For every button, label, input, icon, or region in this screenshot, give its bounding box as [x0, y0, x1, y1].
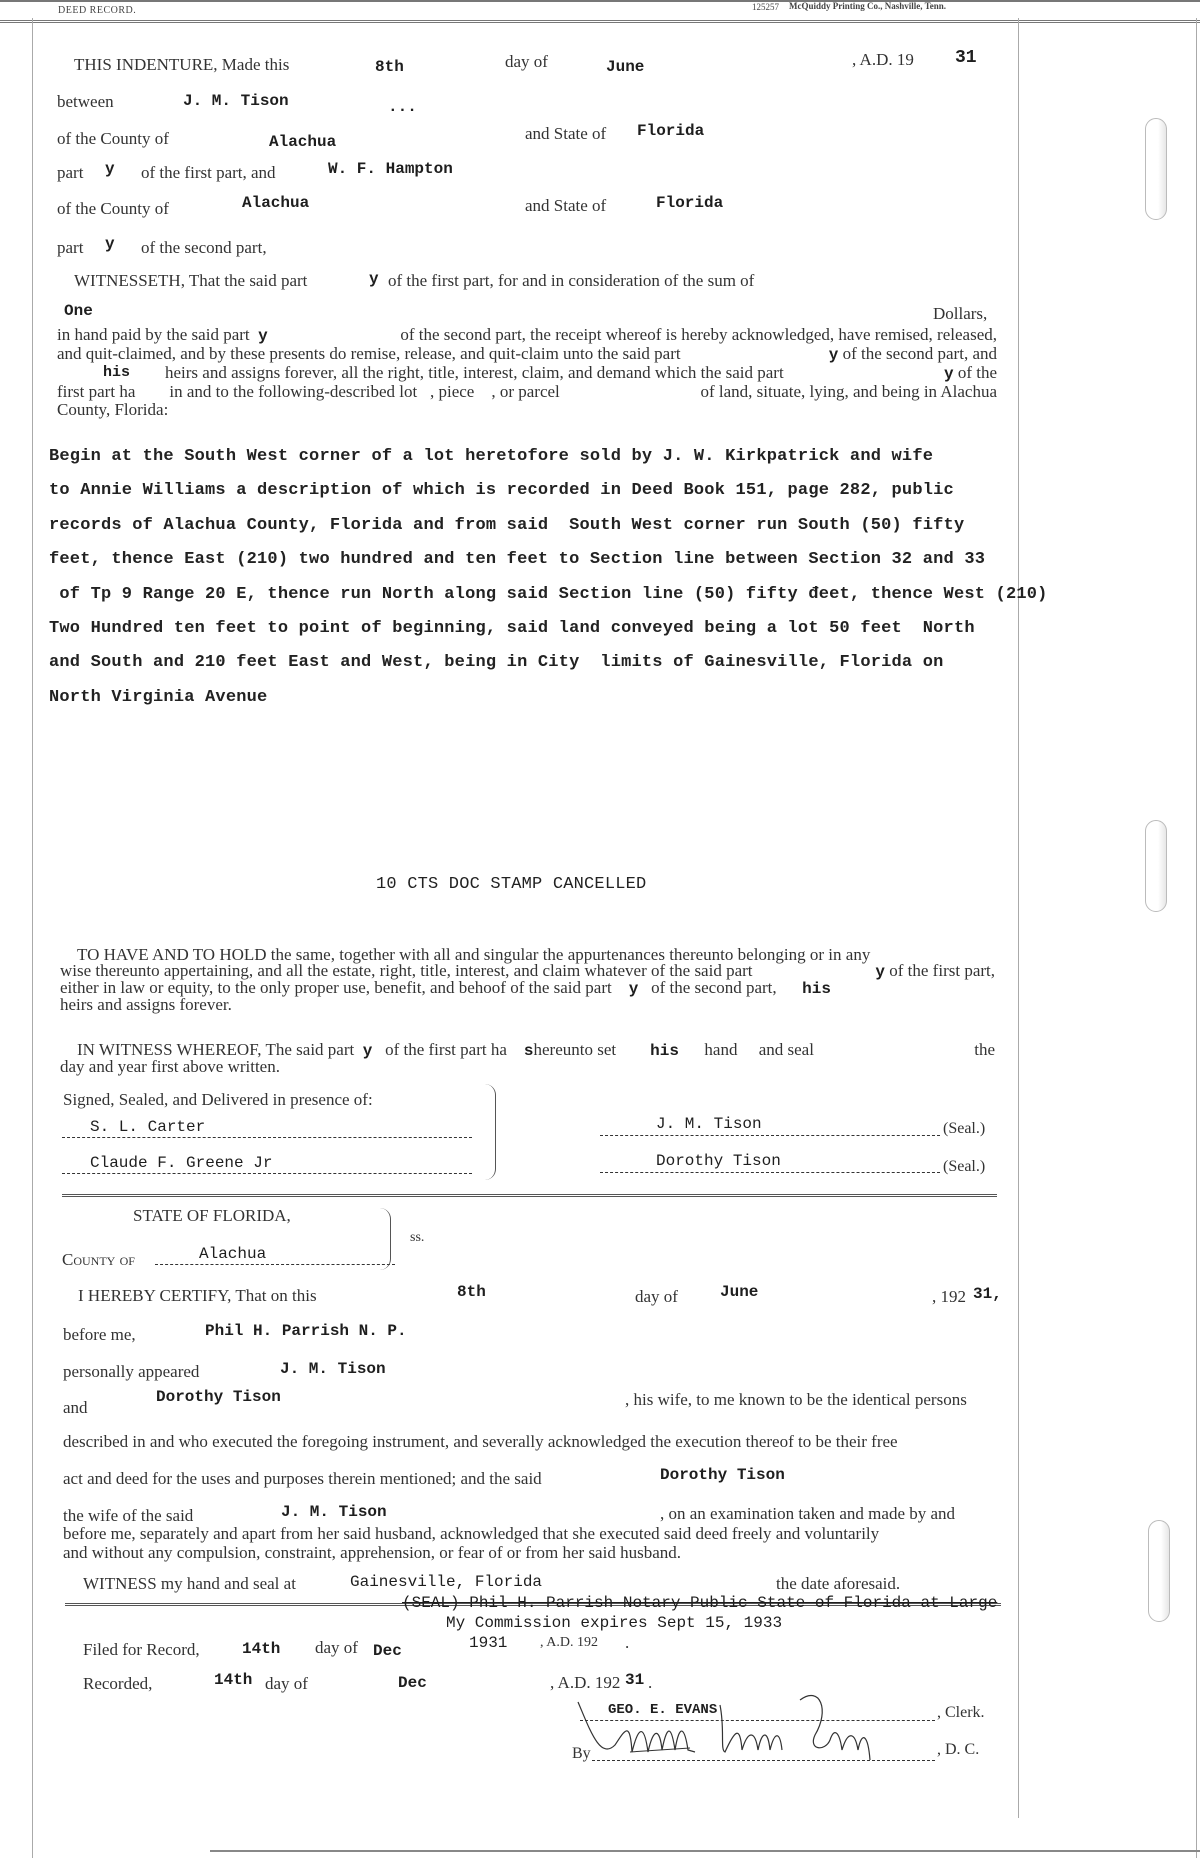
recorded-month: Dec	[398, 1674, 427, 1692]
indenture-year: 31	[955, 48, 977, 68]
indenture-day: 8th	[375, 58, 404, 76]
recorded-ad: , A.D. 192	[550, 1673, 621, 1692]
grant-text: County, Florida:	[57, 400, 169, 419]
grant-y: y	[828, 346, 839, 364]
ack-month: June	[720, 1283, 759, 1301]
recorded-year: 31	[625, 1671, 645, 1689]
signer-line-1	[600, 1115, 940, 1136]
in-witness-text: and seal	[758, 1040, 814, 1059]
habendum-clause	[60, 947, 995, 1013]
filed-year: 1931	[469, 1634, 508, 1652]
his-wife-text: , his wife, to me known to be the identical persons	[625, 1390, 967, 1409]
by-label: By	[572, 1745, 591, 1762]
witnesseth-lead: WITNESSETH, That the said part	[74, 271, 308, 290]
seal-label: (Seal.)	[943, 1120, 986, 1137]
grantee-state: Florida	[656, 194, 724, 212]
in-witness-y: y	[362, 1042, 373, 1060]
appeared-label: personally appeared	[63, 1362, 200, 1381]
grantee-name: W. F. Hampton	[328, 160, 453, 178]
habendum-y: y	[628, 980, 639, 998]
habendum-his: his	[802, 980, 831, 998]
stamp-note: 10 CTS DOC STAMP CANCELLED	[376, 875, 647, 894]
section-divider	[62, 1194, 997, 1197]
left-margin-line	[32, 18, 33, 1858]
part-suffix-2: y	[105, 235, 115, 253]
recorded-day-of: day of	[265, 1674, 308, 1693]
outer-edge-line	[1196, 18, 1197, 1858]
habendum-text: either in law or equity, to the only proper use, benefit, and behoof of the said part	[60, 978, 612, 997]
signer-name: J. M. Tison	[656, 1115, 762, 1133]
signer-line-2	[600, 1152, 940, 1173]
said-wife-name: Dorothy Tison	[660, 1466, 785, 1484]
grantee-county: Alachua	[242, 194, 310, 212]
grantor-extra: ...	[388, 98, 417, 116]
bottom-rule	[210, 1850, 1200, 1852]
deputy-signature-icon	[570, 1690, 910, 1780]
witness-name: S. L. Carter	[90, 1118, 206, 1136]
grant-text: in and to the following-described lot	[169, 382, 418, 401]
grant-text: and quit-claimed, and by these presents do remise, release, and quit-claim unto the said part	[57, 344, 681, 363]
witnesseth-consideration: of the first part, for and in consideration of the sum of	[388, 271, 755, 290]
part-suffix: y	[105, 160, 115, 178]
certify-text: I HEREBY CERTIFY, That on this	[78, 1286, 317, 1305]
county-label-2: of the County of	[57, 199, 169, 218]
recorded-day: 14th	[214, 1671, 253, 1689]
description-line: Begin at the South West corner of a lot heretofore sold by J. W. Kirkpatrick and wife	[49, 447, 934, 466]
county-label: of the County of	[57, 129, 169, 148]
and-label: and	[63, 1398, 88, 1417]
witness-line-2	[62, 1153, 472, 1174]
witness-name: Claude F. Greene Jr	[90, 1154, 273, 1172]
described-text: described in and who executed the foregoing instrument, and severally acknowledged the execution thereof to be their free	[63, 1432, 898, 1451]
binder-hole-icon	[1145, 118, 1167, 220]
witness-line-1	[62, 1117, 472, 1138]
grant-text: , piece	[429, 382, 475, 401]
binder-hole-icon	[1145, 820, 1167, 912]
first-part-and: of the first part, and	[141, 163, 276, 182]
witness-hand-label: WITNESS my hand and seal at	[83, 1574, 296, 1593]
brace-icon	[485, 1084, 496, 1180]
ack-state: STATE OF FLORIDA,	[133, 1206, 291, 1225]
filed-label: Filed for Record,	[83, 1640, 200, 1659]
grant-text: of the second part, and	[842, 344, 997, 363]
seal-label: (Seal.)	[943, 1158, 986, 1175]
ad-label: , A.D. 19	[852, 50, 914, 69]
grant-text: heirs and assigns forever, all the right, title, interest, claim, and demand which the said part	[165, 363, 784, 382]
second-part-label: of the second part,	[141, 238, 267, 257]
legal-description	[49, 440, 1048, 715]
in-witness-text: day and year first above written.	[60, 1057, 280, 1076]
state-label: and State of	[525, 124, 607, 143]
part-label-2: part	[57, 238, 84, 257]
habendum-text: heirs and assigns forever.	[60, 995, 232, 1014]
binder-hole-icon	[1148, 1520, 1170, 1622]
husband-name: J. M. Tison	[281, 1503, 387, 1521]
habendum-text: of the first part,	[889, 961, 995, 980]
consideration-amount: One	[64, 302, 93, 320]
ack-county-line	[155, 1244, 395, 1265]
grant-text: of the second part, the receipt whereof is hereby acknowledged, have remised, released,	[400, 325, 997, 344]
book-title: DEED RECORD.	[58, 5, 137, 16]
grant-text: of land, situate, lying, and being in Alachua	[700, 382, 997, 401]
recorded-label: Recorded,	[83, 1674, 153, 1693]
commission-text: My Commission expires Sept 15, 1933	[446, 1614, 783, 1632]
habendum-y: y	[875, 963, 885, 981]
grant-text: in hand paid by the said part	[57, 325, 250, 344]
right-margin-line	[1018, 18, 1019, 1818]
indenture-month: June	[606, 58, 645, 76]
grantor-county: Alachua	[269, 133, 337, 151]
description-line: and South and 210 feet East and West, being in City limits of Gainesville, Florida on	[49, 653, 944, 673]
in-witness-text: hand	[704, 1040, 738, 1059]
grant-y: y	[943, 365, 954, 383]
habendum-text: of the second part,	[651, 978, 777, 997]
part-label: part	[57, 163, 84, 182]
signer-name: Dorothy Tison	[656, 1152, 781, 1170]
grant-text: , or parcel	[491, 382, 560, 401]
habendum-text: wise thereunto appertaining, and all the estate, right, title, interest, and claim whatever of the said part	[60, 961, 753, 980]
in-witness-his: his	[650, 1042, 679, 1060]
grant-his: his	[103, 364, 131, 381]
clerk-name: GEO. E. EVANS	[608, 1702, 718, 1718]
grantor-state: Florida	[637, 122, 705, 140]
in-witness-text: the	[974, 1040, 995, 1059]
grantor-name: J. M. Tison	[183, 92, 289, 110]
filed-month: Dec	[373, 1642, 402, 1660]
witnesseth-y: y	[369, 270, 379, 288]
grant-text: first part ha	[57, 382, 136, 401]
in-witness-text: hereunto set	[533, 1040, 617, 1059]
wife-name: Dorothy Tison	[156, 1388, 281, 1406]
day-of-label: day of	[505, 52, 548, 71]
printer-name: McQuiddy Printing Co., Nashville, Tenn.	[789, 1, 947, 11]
description-line: feet, thence East (210) two hundred and ten feet to Section line between Section 32 and 33	[49, 550, 986, 570]
state-label-2: and State of	[525, 196, 607, 215]
ack-year: 31,	[973, 1285, 1002, 1303]
indenture-lead: THIS INDENTURE, Made this	[74, 55, 290, 74]
header-rule	[0, 0, 1200, 23]
filed-ad: , A.D. 192	[540, 1635, 598, 1650]
printer-code: 125257	[752, 2, 779, 12]
filed-day-of: day of	[315, 1638, 358, 1657]
in-witness-s: s	[523, 1042, 534, 1060]
ack-year-label: , 192	[932, 1287, 966, 1306]
description-line: North Virginia Avenue	[49, 687, 268, 707]
grant-y: y	[258, 327, 268, 345]
recorded-dot: .	[648, 1673, 653, 1692]
brace-icon	[380, 1208, 391, 1270]
before-me-label: before me,	[63, 1325, 136, 1344]
notary-seal-line: (SEAL) Phil H. Parrish Notary Public State of Florida at Large	[402, 1594, 998, 1612]
dollars-label: Dollars,	[933, 304, 988, 323]
compulsion-text: and without any compulsion, constraint, apprehension, or fear of or from her said husband.	[63, 1543, 681, 1562]
description-line: Two Hundred ten feet to point of beginning, said land conveyed being a lot 50 feet North	[49, 619, 975, 639]
habendum-text: TO HAVE AND TO HOLD the same, together with all and singular the appurtenances thereunto belonging or in any	[77, 945, 871, 964]
between-label: between	[57, 92, 114, 111]
appeared-name: J. M. Tison	[280, 1360, 386, 1378]
filed-dot: .	[625, 1633, 630, 1652]
ack-day: 8th	[457, 1283, 486, 1301]
ack-county-label: County of	[62, 1250, 135, 1269]
clerk-label: , Clerk.	[937, 1704, 985, 1721]
ack-day-of: day of	[635, 1287, 678, 1306]
wife-of-label: the wife of the said	[63, 1506, 194, 1525]
grant-clause	[57, 326, 997, 419]
description-line: of Tp 9 Range 20 E, thence run North along said Section line (50) fifty đeet, thence West (210)	[49, 584, 1048, 604]
witness-place: Gainesville, Florida	[350, 1573, 543, 1591]
description-line: to Annie Williams a description of which is recorded in Deed Book 151, page 282, public	[49, 481, 954, 501]
ack-county: Alachua	[199, 1245, 267, 1263]
act-deed-text: act and deed for the uses and purposes therein mentioned; and the said	[63, 1469, 542, 1488]
dc-label: , D. C.	[937, 1741, 980, 1758]
examination-text: , on an examination taken and made by and	[660, 1504, 956, 1523]
in-witness-text: IN WITNESS WHEREOF, The said part	[77, 1040, 355, 1059]
in-witness-text: of the first part ha	[385, 1040, 507, 1059]
notary-name: Phil H. Parrish N. P.	[205, 1322, 407, 1340]
separately-text: before me, separately and apart from her said husband, acknowledged that she executed said deed freely and voluntarily	[63, 1524, 880, 1543]
in-witness-clause	[60, 1042, 995, 1075]
date-aforesaid: the date aforesaid.	[776, 1574, 901, 1593]
filed-day: 14th	[242, 1640, 281, 1658]
grant-text: of the	[957, 363, 997, 382]
presence-label: Signed, Sealed, and Delivered in presence of:	[63, 1090, 373, 1109]
description-line: records of Alachua County, Florida and from said South West corner run South (50) fifty	[49, 515, 965, 535]
ss-label: ss.	[410, 1230, 425, 1245]
